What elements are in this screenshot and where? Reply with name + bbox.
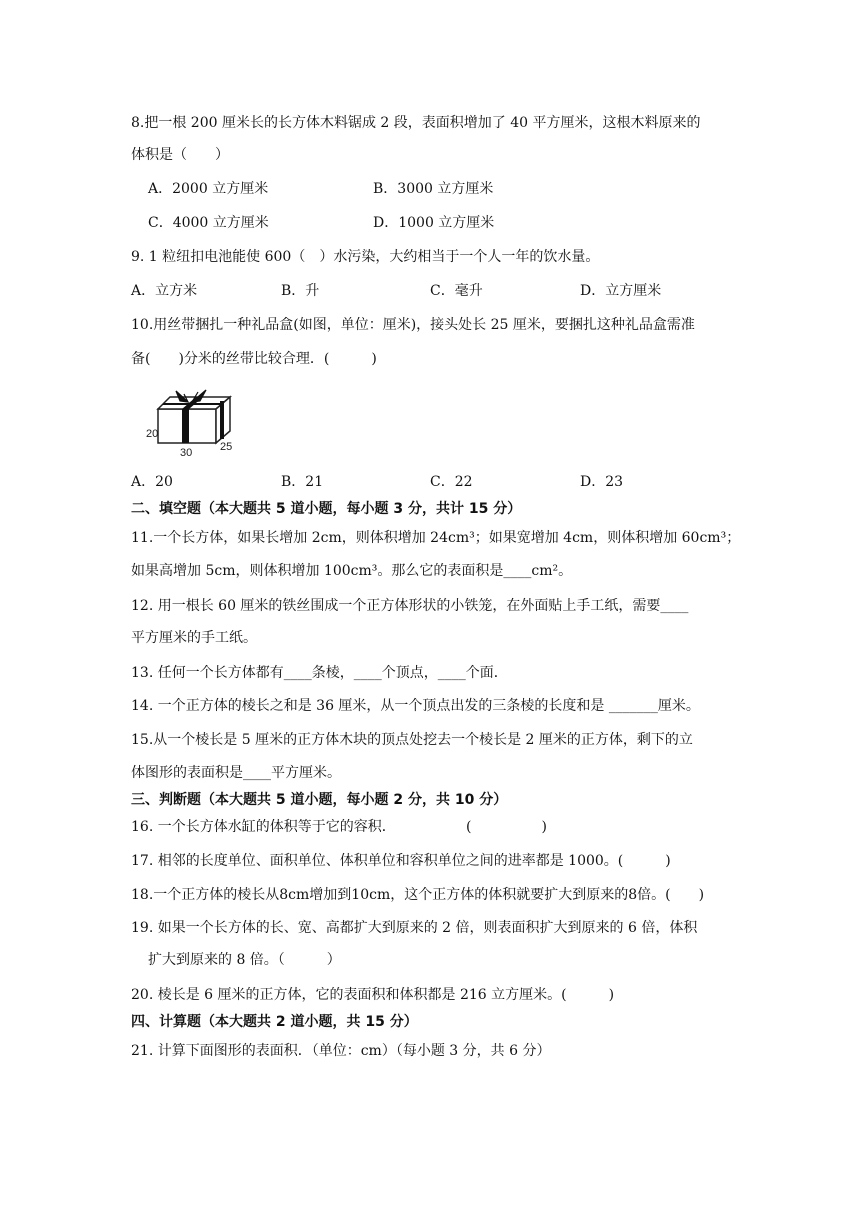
q13-line1: 13. 任何一个长方体都有____条棱，____个顶点，____个面． (131, 665, 508, 681)
q10-option-b: B．21 (281, 474, 324, 490)
q10-option-c: C．22 (430, 474, 473, 490)
section4-heading: 四、计算题（本大题共 2 道小题，共 15 分） (131, 1014, 418, 1030)
q10-option-a: A．20 (131, 474, 173, 490)
q17-line1: 17. 相邻的长度单位、面积单位、体积单位和容积单位之间的进率都是 1000。( ) (131, 853, 671, 869)
q15-line1: 15.从一个棱长是 5 厘米的正方体木块的顶点处挖去一个棱长是 2 厘米的正方体，剩下的立 (131, 732, 693, 748)
ribbon-side (220, 401, 224, 439)
q8-option-d: D．1000 立方厘米 (373, 215, 495, 231)
q20-line1: 20. 棱长是 6 厘米的正方体，它的表面积和体积都是 216 立方厘米。( ) (131, 987, 615, 1003)
q21-line1: 21. 计算下面图形的表面积．（单位：cm）（每小题 3 分，共 6 分） (131, 1043, 551, 1059)
q8-line1: 8.把一根 200 厘米长的长方体木料锯成 2 段，表面积增加了 40 平方厘米，这根木料原来的 (131, 115, 701, 131)
q12-line1: 12. 用一根长 60 厘米的铁丝围成一个正方体形状的小铁笼，在外面贴上手工纸，需要____ (131, 598, 689, 614)
q9-option-a: A．立方米 (131, 283, 198, 299)
q9-option-d: D．立方厘米 (580, 283, 662, 299)
height-label: 20 (146, 428, 159, 440)
q10-line2: 备( )分米的丝带比较合理．( ) (131, 351, 377, 367)
q11-line1: 11.一个长方体，如果长增加 2cm，则体积增加 24cm³；如果宽增加 4cm，则体积增加 60cm³； (131, 530, 741, 546)
section3-heading: 三、判断题（本大题共 5 道小题，每小题 2 分，共 10 分） (131, 792, 508, 808)
q12-line2: 平方厘米的手工纸。 (131, 630, 257, 646)
q8-option-c: C．4000 立方厘米 (148, 215, 269, 231)
width-label: 25 (220, 441, 233, 453)
q19-line2: 扩大到原来的 8 倍。（ ） (148, 952, 341, 968)
q9-line1: 9. 1 粒纽扣电池能使 600（ ）水污染，大约相当于一个人一年的饮水量。 (131, 249, 600, 265)
ribbon-front (182, 409, 189, 443)
q11-line2: 如果高增加 5cm，则体积增加 100cm³。那么它的表面积是____cm²。 (131, 563, 573, 579)
q14-line1: 14. 一个正方体的棱长之和是 36 厘米，从一个顶点出发的三条棱的长度和是 _______厘米。 (131, 698, 700, 714)
q8-option-b: B．3000 立方厘米 (373, 181, 494, 197)
q9-option-c: C．毫升 (430, 283, 483, 299)
q10-line1: 10.用丝带捆扎一种礼品盒(如图，单位：厘米)，接头处长 25 厘米，要捆扎这种礼品盒需准 (131, 317, 695, 333)
q19-line1: 19. 如果一个长方体的长、宽、高都扩大到原来的 2 倍，则表面积扩大到原来的 6 倍，体积 (131, 920, 698, 936)
q9-option-b: B．升 (281, 283, 320, 299)
q18-line1: 18.一个正方体的棱长从8cm增加到10cm，这个正方体的体积就要扩大到原来的8倍。( ) (131, 887, 705, 903)
length-label: 30 (180, 447, 193, 459)
q8-option-a: A．2000 立方厘米 (148, 181, 269, 197)
q8-line2: 体积是（ ） (131, 147, 229, 163)
section2-heading: 二、填空题（本大题共 5 道小题，每小题 3 分，共计 15 分） (131, 501, 522, 517)
q16-answer-blank: ( ) (466, 819, 547, 835)
q10-option-d: D．23 (580, 474, 624, 490)
ribbon-top-cross (162, 403, 224, 405)
q15-line2: 体图形的表面积是____平方厘米。 (131, 765, 341, 781)
q16-line1: 16. 一个长方体水缸的体积等于它的容积． (131, 819, 396, 835)
gift-box-figure (140, 388, 245, 460)
